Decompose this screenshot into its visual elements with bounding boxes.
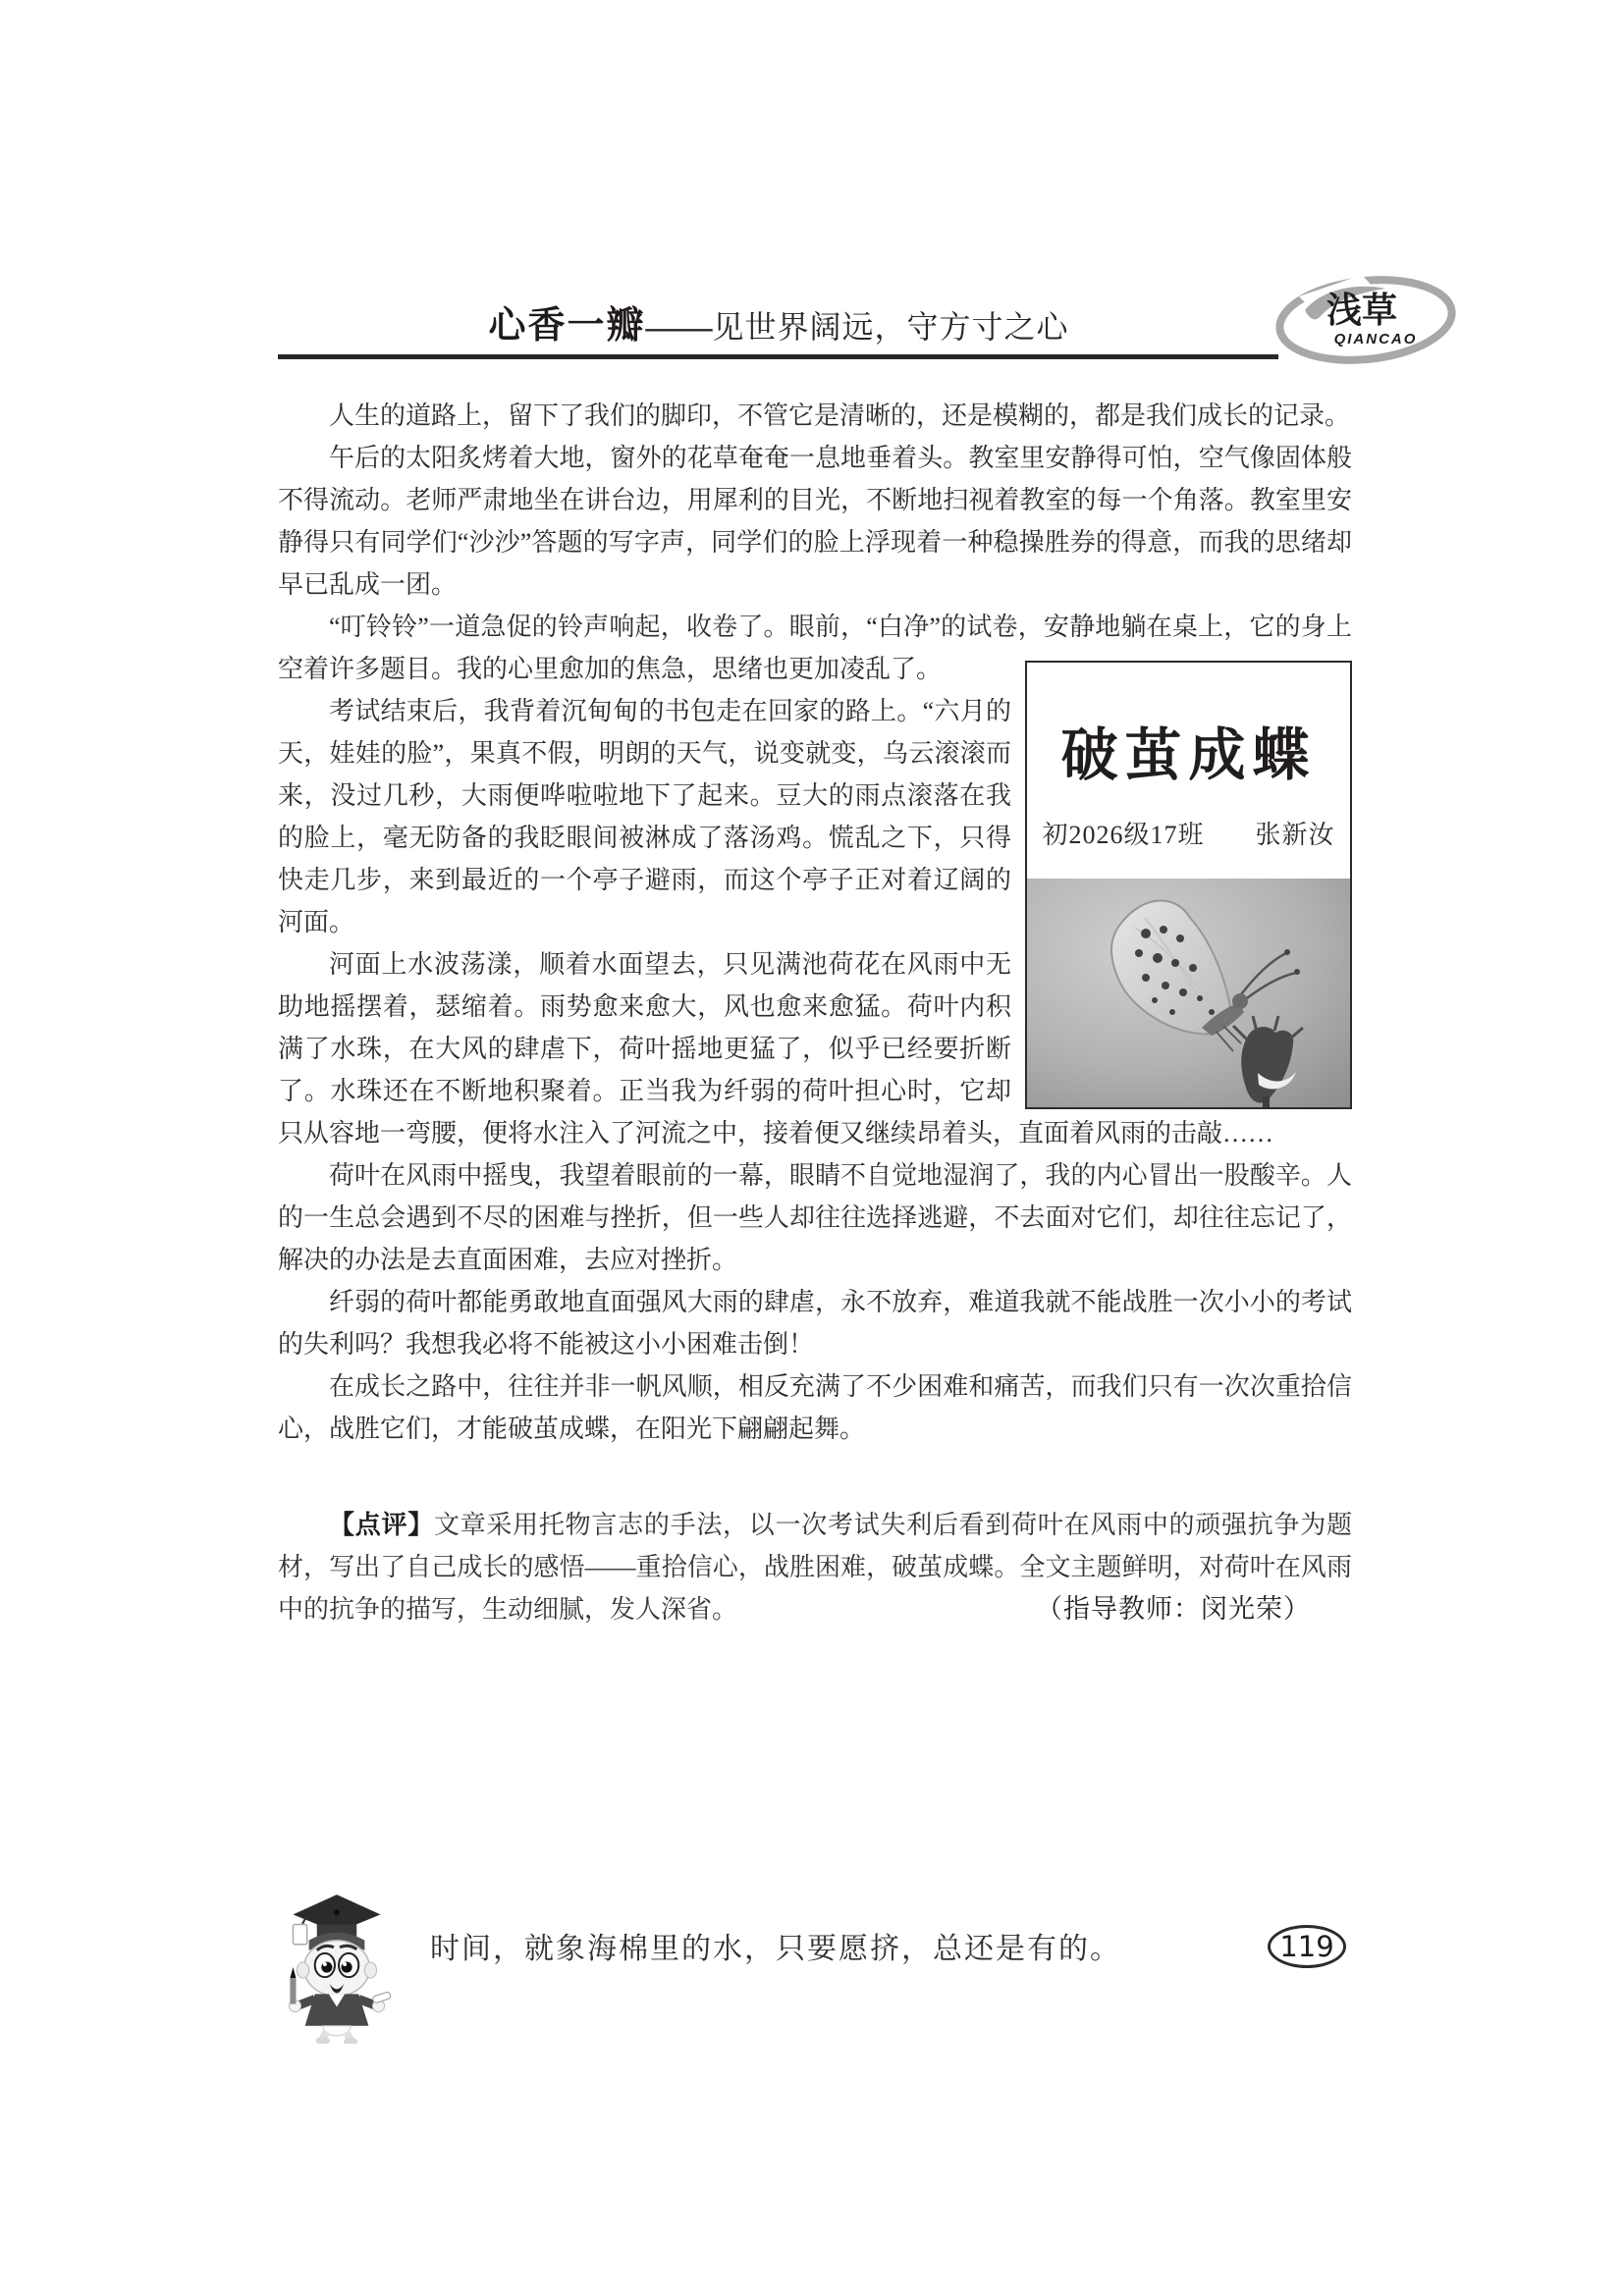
- review-text: 文章采用托物言志的手法，以一次考试失利后看到荷叶在风雨中的顽强抗争为题材，写出了自己成长的感悟——重拾信心，战胜困难，破茧成蝶。全文主题鲜明，对荷叶在风雨中的抗争的描写，生动细腻，发人深省。: [278, 1511, 1352, 1624]
- essay-paragraph: 荷叶在风雨中摇曳，我望着眼前的一幕，眼睛不自觉地湿润了，我的内心冒出一股酸辛。人的一生总会遇到不尽的困难与挫折，但一些人却往往选择逃避，不去面对它们，却往往忘记了，解决的办法是去直面困难，去应对挫折。: [278, 1161, 1352, 1274]
- column-title: 心香一瓣: [488, 305, 646, 347]
- column-header: [278, 294, 1279, 348]
- butterfly-photo-icon: [1027, 879, 1350, 1107]
- essay-paragraph: “叮铃铃”一道急促的铃声响起，收卷了。眼前，“白净”的试卷，安静地躺在桌上，它的身上空着许多题目。我的心里愈加的焦急，思绪也更加凌乱了。: [278, 613, 1352, 683]
- essay-title-box: [1025, 661, 1352, 1109]
- graduate-mascot-icon: [281, 1885, 393, 2044]
- column-subtitle: 见世界阔远，守方寸之心: [712, 308, 1069, 346]
- essay-paragraph: 午后的太阳炙烤着大地，窗外的花草奄奄一息地垂着头。教室里安静得可怕，空气像固体般不得流动。老师严肃地坐在讲台边，用犀利的目光，不断地扫视着教室的每一个角落。教室里安静得只有同学们“沙沙”答题的写字声，同学们的脸上浮现着一种稳操胜券的得意，而我的思绪却早已乱成一团。: [278, 444, 1352, 599]
- essay-paragraph: 河面上水波荡漾，顺着水面望去，只见满池荷花在风雨中无助地摇摆着，瑟缩着。雨势愈来愈大，风也愈来愈猛。荷叶内积满了水珠，在大风的肆虐下，荷叶摇地更猛了，似乎已经要折断了。水珠还在不断地积聚着。正当我为纤弱的荷叶担心时，它却只从容地一弯腰，便将水注入了河流之中，接着便又继续昂着头，直面着风雨的击敲……: [278, 950, 1274, 1148]
- logo-ellipse-icon: [1272, 275, 1460, 367]
- essay-author: 张新汝: [1255, 821, 1335, 849]
- essay-paragraph: 在成长之路中，往往并非一帆风顺，相反充满了不少困难和痛苦，而我们只有一次次重拾信心，战胜它们，才能破茧成蝶，在阳光下翩翩起舞。: [278, 1372, 1352, 1443]
- essay-paragraph: 纤弱的荷叶都能勇敢地直面强风大雨的肆虐，永不放弃，难道我就不能战胜一次小小的考试的失利吗？我想我必将不能被这小小困难击倒！: [278, 1288, 1352, 1359]
- review-block: [278, 1504, 1352, 1630]
- review-teacher-credit: （指导教师：闵光荣）: [1036, 1594, 1311, 1624]
- column-dash: ——: [645, 309, 713, 346]
- footer-quote: 时间，就象海棉里的水，只要愿挤，总还是有的。: [430, 1932, 1121, 1966]
- logo-name-latin: QIANCAO: [1333, 331, 1418, 347]
- mascot: [281, 1885, 393, 2044]
- review-label: 【点评】: [329, 1511, 434, 1539]
- logo-name-cn: 浅草: [1326, 291, 1398, 330]
- header-rule: [278, 354, 1278, 359]
- essay-paragraph: 人生的道路上，留下了我们的脚印，不管它是清晰的，还是模糊的，都是我们成长的记录。: [329, 401, 1351, 430]
- qiancao-logo: [1272, 275, 1460, 367]
- essay-title: 破茧成蝶: [1060, 723, 1317, 787]
- essay-byline: [1027, 814, 1350, 856]
- essay-paragraph: 考试结束后，我背着沉甸甸的书包走在回家的路上。“六月的天，娃娃的脸”，果真不假，明朗的天气，说变就变，乌云滚滚而来，没过几秒，大雨便哗啦啦地下了起来。豆大的雨点滚落在我的脸上，毫无防备的我眨眼间被淋成了落汤鸡。慌乱之下，只得快走几步，来到最近的一个亭子避雨，而这个亭子正对着辽阔的河面。: [278, 697, 1011, 936]
- essay-class: 初2026级17班: [1042, 821, 1205, 849]
- page-number: 119: [1268, 1925, 1346, 1968]
- essay-body: [278, 395, 1352, 1450]
- butterfly-photo: [1027, 879, 1350, 1107]
